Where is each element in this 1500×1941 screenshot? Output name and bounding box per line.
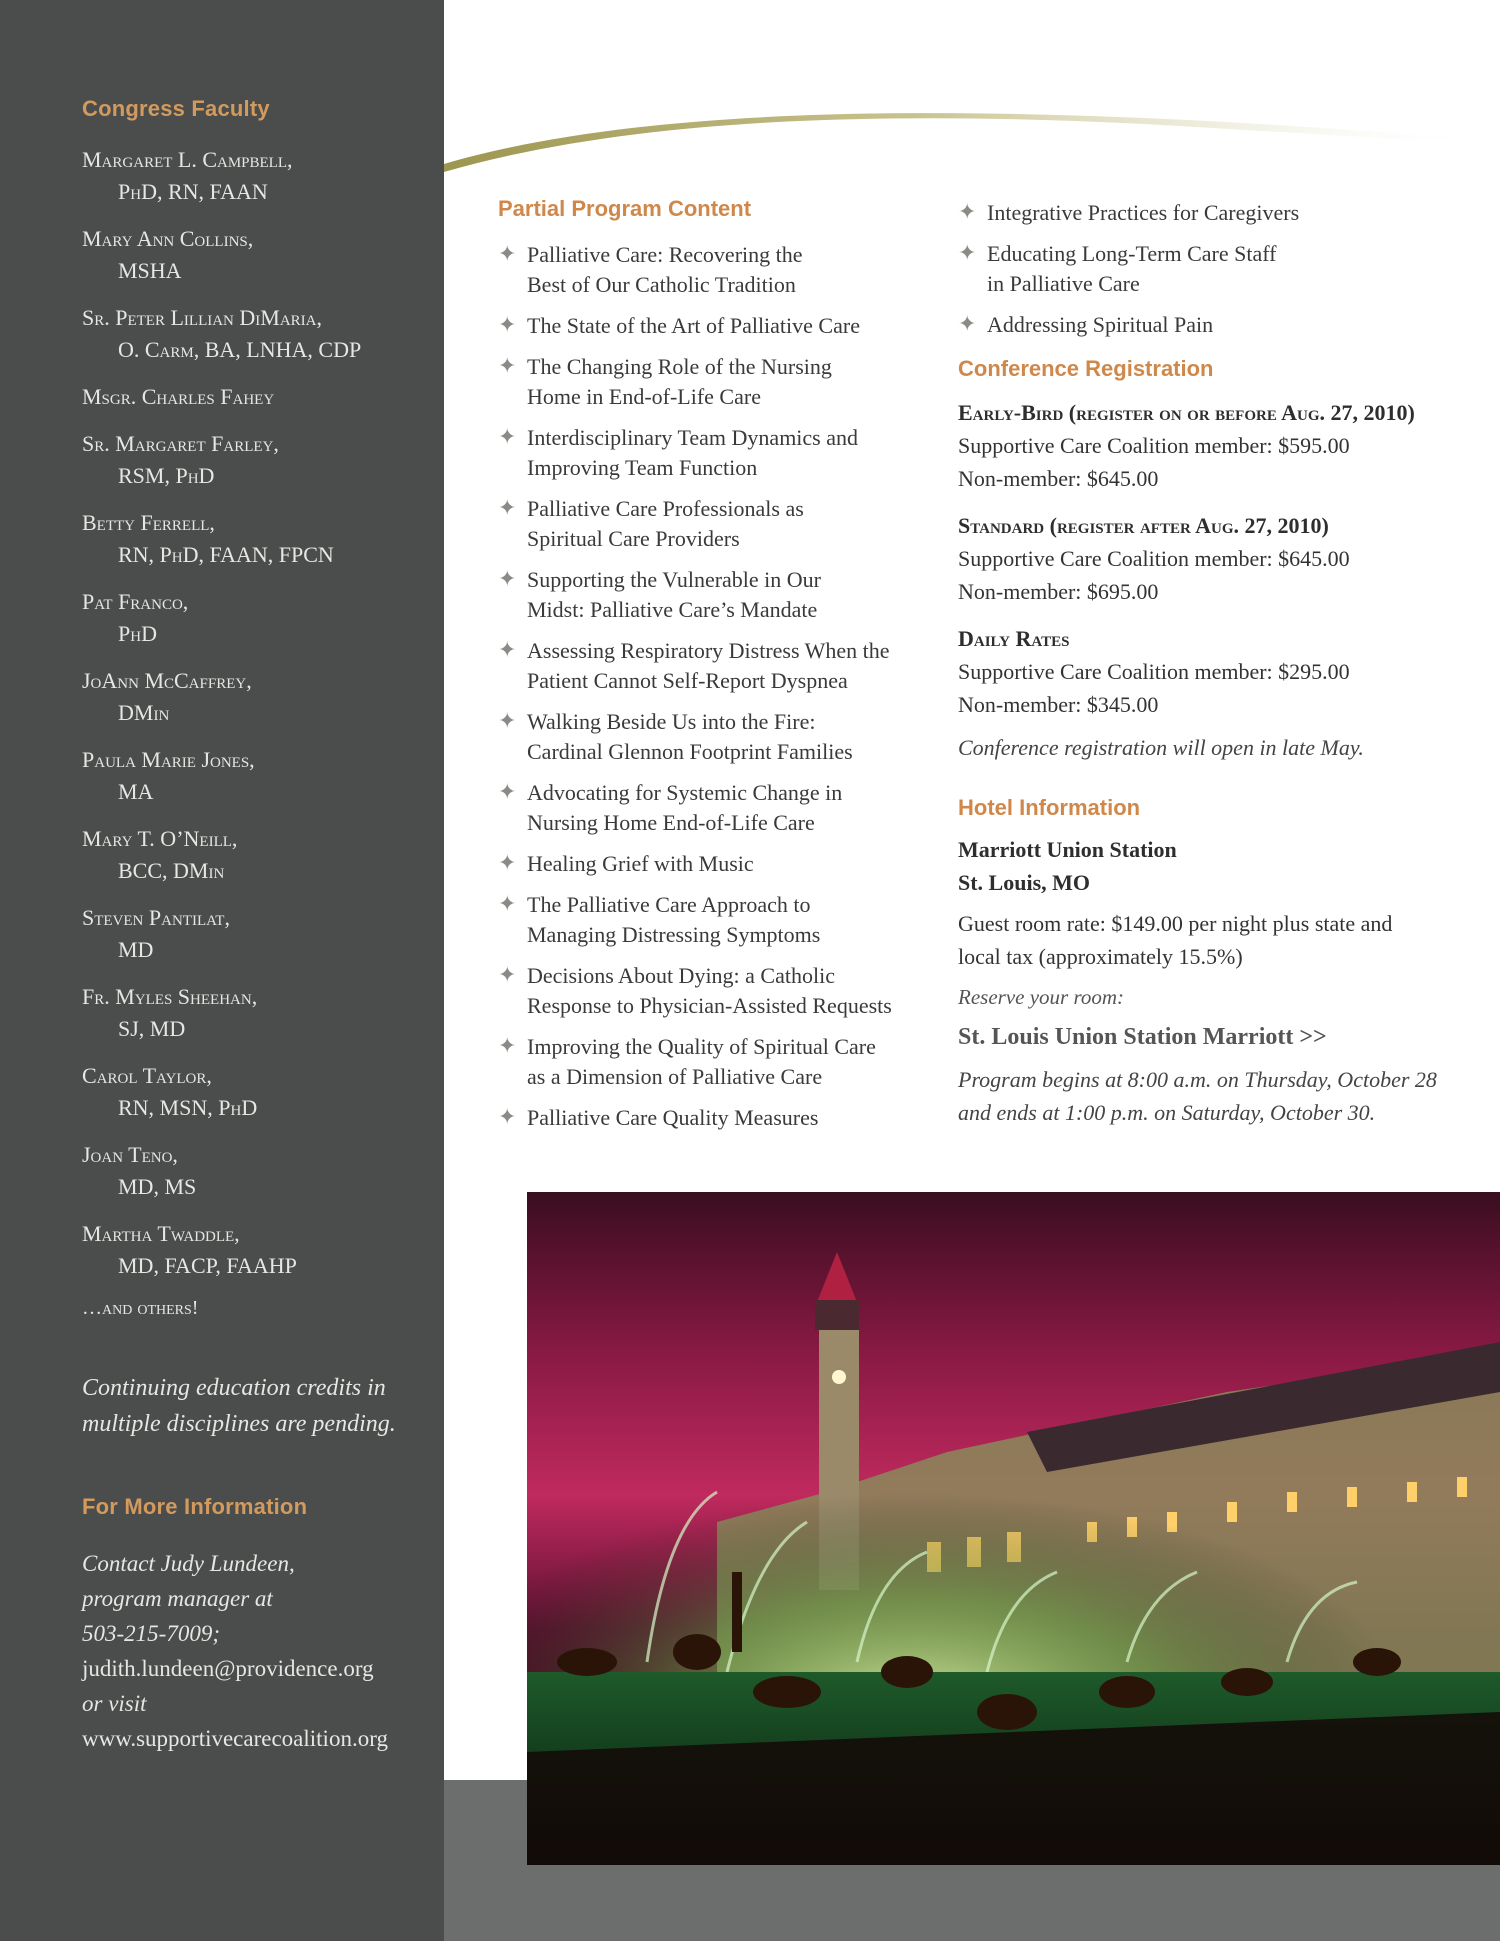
faculty-name: Mary Ann Collins, [82, 226, 254, 251]
ce-credits-note [82, 1370, 404, 1442]
nonmember-price: Non-member: $645.00 [958, 466, 1159, 491]
hotel-city: St. Louis, MO [958, 870, 1091, 895]
tower-cap [815, 1300, 859, 1330]
program-item [498, 961, 928, 1021]
faculty-credentials: MD, MS [118, 1174, 197, 1199]
daily-rates [958, 622, 1458, 721]
program-item [498, 849, 928, 879]
faculty-item [82, 823, 404, 887]
program-item [498, 494, 928, 554]
hotel-heading: Hotel Information [958, 795, 1141, 820]
program-item-text: The Palliative Care Approach to [527, 892, 811, 917]
faculty-credentials: MSHA [118, 258, 182, 283]
program-item-text: Midst: Palliative Care’s Mandate [527, 597, 818, 622]
star-bullet-icon: ✦ [498, 241, 517, 266]
faculty-name: Martha Twaddle, [82, 1221, 240, 1246]
faculty-item [82, 144, 404, 208]
faculty-item [82, 381, 404, 413]
star-bullet-icon: ✦ [498, 424, 517, 449]
faculty-item [82, 428, 404, 492]
program-item [498, 778, 928, 838]
standard-rates [958, 509, 1458, 608]
program-heading: Partial Program Content [498, 196, 752, 221]
faculty-credentials: DMin [118, 700, 170, 725]
program-item-text: Advocating for Systemic Change in [527, 780, 843, 805]
faculty-item [82, 586, 404, 650]
faculty-credentials: RSM, PhD [118, 463, 215, 488]
program-item [498, 636, 928, 696]
program-item-text: Walking Beside Us into the Fire: [527, 709, 816, 734]
star-bullet-icon: ✦ [498, 708, 517, 733]
program-list-continued [958, 198, 1458, 340]
star-bullet-icon: ✦ [498, 495, 517, 520]
sidebar [0, 0, 444, 1941]
program-content [498, 196, 928, 1144]
faculty-credentials: PhD, RN, FAAN [118, 179, 268, 204]
program-item-text: Supporting the Vulnerable in Our [527, 567, 822, 592]
program-item-text: Addressing Spiritual Pain [987, 312, 1214, 337]
program-item [958, 310, 1458, 340]
hotel-name [958, 833, 1458, 899]
star-bullet-icon: ✦ [498, 637, 517, 662]
ce-note-line: Continuing education credits in [82, 1375, 386, 1401]
star-bullet-icon: ✦ [958, 199, 977, 224]
faculty-item [82, 1139, 404, 1203]
faculty-item [82, 223, 404, 287]
faculty-name: Betty Ferrell, [82, 510, 215, 535]
contact-line: or visit [82, 1691, 147, 1716]
program-item-text: in Palliative Care [987, 271, 1140, 296]
reserve-room-link[interactable]: St. Louis Union Station Marriott >> [958, 1024, 1327, 1050]
faculty-credentials: PhD [118, 621, 157, 646]
faculty-name: Mary T. O’Neill, [82, 826, 238, 851]
faculty-item [82, 665, 404, 729]
program-item-text: The Changing Role of the Nursing [527, 354, 832, 379]
faculty-name: Paula Marie Jones, [82, 747, 255, 772]
program-item [498, 352, 928, 412]
faculty-item [82, 981, 404, 1045]
faculty-name: Joan Teno, [82, 1142, 178, 1167]
registration-note: Conference registration will open in late May. [958, 735, 1364, 760]
faculty-item [82, 1060, 404, 1124]
star-bullet-icon: ✦ [958, 311, 977, 336]
faculty-item [82, 1218, 404, 1282]
star-bullet-icon: ✦ [498, 566, 517, 591]
registration-heading: Conference Registration [958, 356, 1214, 381]
faculty-name: Pat Franco, [82, 589, 189, 614]
program-item-text: Improving the Quality of Spiritual Care [527, 1034, 876, 1059]
program-item [498, 565, 928, 625]
website-link[interactable]: www.supportivecarecoalition.org [82, 1726, 388, 1751]
star-bullet-icon: ✦ [498, 891, 517, 916]
faculty-credentials: RN, PhD, FAAN, FPCN [118, 542, 334, 567]
faculty-name: Sr. Peter Lillian DiMaria, [82, 305, 322, 330]
program-item-text: as a Dimension of Palliative Care [527, 1064, 823, 1089]
program-item-text: Managing Distressing Symptoms [527, 922, 821, 947]
hotel-name-text: Marriott Union Station [958, 837, 1177, 862]
faculty-list [82, 144, 404, 1282]
program-item-text: Spiritual Care Providers [527, 526, 740, 551]
faculty-credentials: RN, MSN, PhD [118, 1095, 258, 1120]
right-column [958, 198, 1458, 1129]
program-item [498, 1032, 928, 1092]
faculty-item [82, 507, 404, 571]
program-item-text: Nursing Home End-of-Life Care [527, 810, 815, 835]
faculty-credentials: O. Carm, BA, LNHA, CDP [118, 337, 362, 362]
tier-label: Standard (register after Aug. 27, 2010) [958, 513, 1329, 538]
nonmember-price: Non-member: $695.00 [958, 579, 1159, 604]
program-item [958, 198, 1458, 228]
faculty-heading: Congress Faculty [82, 96, 270, 121]
program-item [498, 890, 928, 950]
program-item-text: Palliative Care Quality Measures [527, 1105, 819, 1130]
hotel-rate-line: local tax (approximately 15.5%) [958, 944, 1243, 969]
program-item-text: Palliative Care Professionals as [527, 496, 804, 521]
star-bullet-icon: ✦ [498, 353, 517, 378]
star-bullet-icon: ✦ [498, 850, 517, 875]
star-bullet-icon: ✦ [498, 1104, 517, 1129]
program-dates [958, 1063, 1458, 1129]
program-item [498, 311, 928, 341]
star-bullet-icon: ✦ [498, 312, 517, 337]
faculty-credentials: MA [118, 779, 154, 804]
member-price: Supportive Care Coalition member: $595.00 [958, 433, 1350, 458]
program-item-text: Palliative Care: Recovering the [527, 242, 803, 267]
faculty-credentials: BCC, DMin [118, 858, 225, 883]
faculty-item [82, 902, 404, 966]
program-item-text: Best of Our Catholic Tradition [527, 272, 796, 297]
hotel-rate [958, 907, 1458, 973]
program-item-text: Response to Physician-Assisted Requests [527, 993, 892, 1018]
member-price: Supportive Care Coalition member: $645.00 [958, 546, 1350, 571]
faculty-name: Msgr. Charles Fahey [82, 384, 275, 409]
faculty-name: Margaret L. Campbell, [82, 147, 293, 172]
program-item-text: Decisions About Dying: a Catholic [527, 963, 835, 988]
program-item-text: Healing Grief with Music [527, 851, 754, 876]
program-item [498, 240, 928, 300]
union-station-photo [527, 1192, 1500, 1865]
faculty-credentials: MD, FACP, FAAHP [118, 1253, 297, 1278]
faculty-others: …and others! [82, 1297, 199, 1319]
faculty-name: JoAnn McCaffrey, [82, 668, 252, 693]
star-bullet-icon: ✦ [498, 779, 517, 804]
tier-label: Early-Bird (register on or before Aug. 27, 2010) [958, 400, 1415, 425]
star-bullet-icon: ✦ [498, 1033, 517, 1058]
star-bullet-icon: ✦ [958, 240, 977, 265]
program-item-text: Improving Team Function [527, 455, 758, 480]
program-dates-line: Program begins at 8:00 a.m. on Thursday, October 28 [958, 1067, 1437, 1092]
hotel-rate-line: Guest room rate: $149.00 per night plus state and [958, 911, 1393, 936]
early-bird-rates [958, 396, 1458, 495]
faculty-name: Sr. Margaret Farley, [82, 431, 279, 456]
program-item-text: Assessing Respiratory Distress When the [527, 638, 890, 663]
program-dates-line: and ends at 1:00 p.m. on Saturday, October 30. [958, 1100, 1376, 1125]
program-item [958, 239, 1458, 299]
faculty-name: Steven Pantilat, [82, 905, 230, 930]
program-item-text: Integrative Practices for Caregivers [987, 200, 1300, 225]
contact-phone[interactable]: 503-215-7009; [82, 1621, 220, 1646]
program-item [498, 1103, 928, 1133]
faculty-credentials: SJ, MD [118, 1016, 186, 1041]
program-item-text: Patient Cannot Self-Report Dyspnea [527, 668, 848, 693]
reserve-label: Reserve your room: [958, 985, 1125, 1009]
clock-face [832, 1370, 846, 1384]
program-item [498, 423, 928, 483]
member-price: Supportive Care Coalition member: $295.00 [958, 659, 1350, 684]
contact-line: program manager at [82, 1586, 273, 1611]
union-station-illustration [527, 1192, 1500, 1865]
faculty-item [82, 744, 404, 808]
program-item-text: Cardinal Glennon Footprint Families [527, 739, 853, 764]
contact-info [82, 1546, 404, 1756]
faculty-name: Fr. Myles Sheehan, [82, 984, 258, 1009]
program-item-text: The State of the Art of Palliative Care [527, 313, 860, 338]
program-item-text: Educating Long-Term Care Staff [987, 241, 1277, 266]
nonmember-price: Non-member: $345.00 [958, 692, 1159, 717]
decorative-swoosh [444, 110, 1500, 180]
faculty-credentials: MD [118, 937, 154, 962]
tier-label: Daily Rates [958, 626, 1070, 651]
more-info-heading: For More Information [82, 1494, 308, 1519]
program-list [498, 240, 928, 1133]
ce-note-line: multiple disciplines are pending. [82, 1411, 396, 1437]
faculty-name: Carol Taylor, [82, 1063, 212, 1088]
faculty-item [82, 302, 404, 366]
contact-email-link[interactable]: judith.lundeen@providence.org [82, 1656, 374, 1681]
program-item [498, 707, 928, 767]
star-bullet-icon: ✦ [498, 962, 517, 987]
contact-line: Contact Judy Lundeen, [82, 1551, 295, 1576]
program-item-text: Home in End-of-Life Care [527, 384, 761, 409]
program-item-text: Interdisciplinary Team Dynamics and [527, 425, 859, 450]
